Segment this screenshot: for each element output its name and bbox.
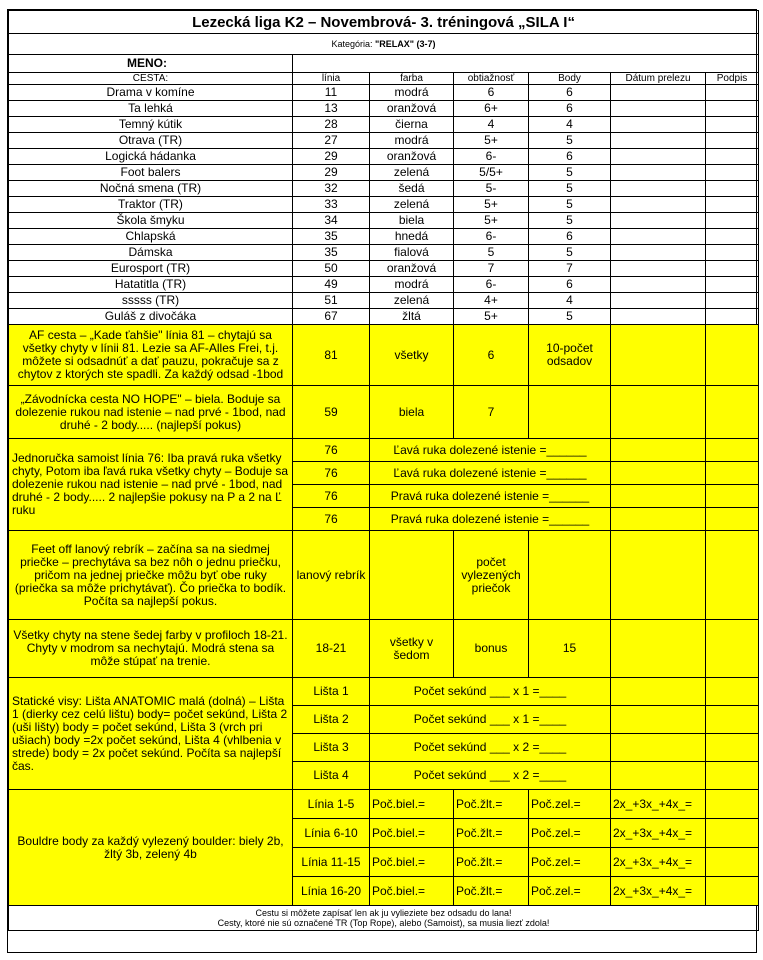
route-row <box>9 293 759 309</box>
route-grade: 6+ <box>454 101 529 117</box>
boulder-white[interactable]: Poč.biel.= <box>370 790 454 819</box>
boulder-white[interactable]: Poč.biel.= <box>370 848 454 877</box>
hope-grade: 7 <box>454 386 529 439</box>
route-row <box>9 277 759 293</box>
af-signature-cell[interactable] <box>706 325 759 386</box>
header-date: Dátum prelezu <box>611 73 706 85</box>
route-row <box>9 213 759 229</box>
route-row <box>9 197 759 213</box>
route-date-cell[interactable] <box>611 309 706 325</box>
header-signature: Podpis <box>706 73 759 85</box>
hope-color: biela <box>370 386 454 439</box>
hope-route-row <box>9 386 759 439</box>
boulder-green[interactable]: Poč.zel.= <box>529 790 611 819</box>
hope-date-cell[interactable] <box>611 386 706 439</box>
static-label: Lišta 2 <box>293 706 370 734</box>
feet-off-color-cell <box>370 531 454 620</box>
route-color: zelená <box>370 197 454 213</box>
route-date-cell[interactable] <box>611 229 706 245</box>
route-points: 7 <box>529 261 611 277</box>
route-color: oranžová <box>370 101 454 117</box>
route-signature-cell[interactable] <box>706 117 759 133</box>
boulder-green[interactable]: Poč.zel.= <box>529 877 611 906</box>
af-line: 81 <box>293 325 370 386</box>
route-name: Drama v komíne <box>9 85 293 101</box>
static-signature-cell[interactable] <box>706 706 759 734</box>
route-name: Nočná smena (TR) <box>9 181 293 197</box>
boulder-sum[interactable]: 2x_+3x_+4x_= <box>611 790 706 819</box>
one-hand-date-cell[interactable] <box>611 508 706 531</box>
boulder-sum[interactable]: 2x_+3x_+4x_= <box>611 877 706 906</box>
route-points: 6 <box>529 149 611 165</box>
grey-line: 18-21 <box>293 620 370 678</box>
static-hang-row <box>9 678 759 706</box>
route-points: 5 <box>529 133 611 149</box>
static-date-cell[interactable] <box>611 678 706 706</box>
one-hand-result[interactable]: Ľavá ruka dolezené istenie =______ <box>370 462 611 485</box>
route-line: 51 <box>293 293 370 309</box>
hope-line: 59 <box>293 386 370 439</box>
route-date-cell[interactable] <box>611 277 706 293</box>
static-date-cell[interactable] <box>611 734 706 762</box>
one-hand-signature-cell[interactable] <box>706 439 759 462</box>
route-line: 28 <box>293 117 370 133</box>
route-line: 27 <box>293 133 370 149</box>
feet-off-points-cell[interactable] <box>529 531 611 620</box>
boulder-white[interactable]: Poč.biel.= <box>370 877 454 906</box>
route-line: 34 <box>293 213 370 229</box>
routes-list <box>9 85 759 325</box>
route-grade: 5 <box>454 245 529 261</box>
route-grade: 5- <box>454 181 529 197</box>
route-points: 5 <box>529 197 611 213</box>
one-hand-result[interactable]: Pravá ruka dolezené istenie =______ <box>370 485 611 508</box>
route-date-cell[interactable] <box>611 245 706 261</box>
route-points: 6 <box>529 85 611 101</box>
boulder-sum[interactable]: 2x_+3x_+4x_= <box>611 819 706 848</box>
route-signature-cell[interactable] <box>706 293 759 309</box>
feet-off-date-cell[interactable] <box>611 531 706 620</box>
route-color: zelená <box>370 293 454 309</box>
route-line: 35 <box>293 229 370 245</box>
boulder-label: Línia 1-5 <box>293 790 370 819</box>
route-row <box>9 85 759 101</box>
route-points: 6 <box>529 229 611 245</box>
route-name: Hatatitla (TR) <box>9 277 293 293</box>
boulder-label: Línia 11-15 <box>293 848 370 877</box>
route-color: modrá <box>370 133 454 149</box>
feet-off-description: Feet off lanový rebrík – začína sa na siedmej priečke – prechytáva sa bez nôh o jednu priečku, pričom na jednej priečke môžu byť obe ruky (priečka sa môže prichytávať). Čo priečka to bodík. Počíta sa najlepší pokus. <box>9 531 293 620</box>
route-row <box>9 229 759 245</box>
route-name: sssss (TR) <box>9 293 293 309</box>
static-result[interactable]: Počet sekúnd ___ x 1 =____ <box>370 678 611 706</box>
route-row <box>9 309 759 325</box>
af-description: AF cesta – „Kade ťahšie" línia 81 – chytajú sa všetky chyty v línii 81. Lezie sa AF-Alles Frei, t.j. môžete si odsadnúť a dať pauzu, pokračuje sa z chytov z ktorých ste spadli. Za každý odsad -1bod <box>9 325 293 386</box>
grey-signature-cell[interactable] <box>706 620 759 678</box>
static-signature-cell[interactable] <box>706 762 759 790</box>
route-color: fialová <box>370 245 454 261</box>
route-row <box>9 261 759 277</box>
route-signature-cell[interactable] <box>706 165 759 181</box>
route-points: 5 <box>529 181 611 197</box>
static-label: Lišta 1 <box>293 678 370 706</box>
feet-off-signature-cell[interactable] <box>706 531 759 620</box>
route-color: šedá <box>370 181 454 197</box>
route-name: Chlapská <box>9 229 293 245</box>
af-route-row <box>9 325 759 386</box>
category-line <box>9 34 759 55</box>
route-line: 29 <box>293 149 370 165</box>
route-color: biela <box>370 213 454 229</box>
page-title: Lezecká liga K2 – Novembrová- 3. tréningová „SILA I“ <box>9 11 759 34</box>
one-hand-signature-cell[interactable] <box>706 485 759 508</box>
route-line: 35 <box>293 245 370 261</box>
route-row <box>9 133 759 149</box>
route-row <box>9 117 759 133</box>
route-name: Temný kútik <box>9 117 293 133</box>
route-color: oranžová <box>370 149 454 165</box>
route-grade: 5+ <box>454 133 529 149</box>
boulder-signature-cell[interactable] <box>706 790 759 819</box>
route-grade: 7 <box>454 261 529 277</box>
route-grade: 5+ <box>454 309 529 325</box>
boulder-label: Línia 6-10 <box>293 819 370 848</box>
boulder-yellow[interactable]: Poč.žlt.= <box>454 848 529 877</box>
feet-off-line: lanový rebrík <box>293 531 370 620</box>
route-line: 11 <box>293 85 370 101</box>
hope-points-cell[interactable] <box>529 386 611 439</box>
route-points: 4 <box>529 117 611 133</box>
route-date-cell[interactable] <box>611 101 706 117</box>
route-points: 5 <box>529 309 611 325</box>
scoresheet <box>7 9 757 953</box>
grey-color: všetky v šedom <box>370 620 454 678</box>
header-grade: obtiažnosť <box>454 73 529 85</box>
grey-description: Všetky chyty na stene šedej farby v profiloch 18-21. Chyty v modrom sa nechytajú. Modrá stena sa môže stúpať na trenie. <box>9 620 293 678</box>
one-hand-line: 76 <box>293 508 370 531</box>
route-name: Foot balers <box>9 165 293 181</box>
route-grade: 6- <box>454 229 529 245</box>
boulder-sum[interactable]: 2x_+3x_+4x_= <box>611 848 706 877</box>
route-line: 32 <box>293 181 370 197</box>
route-points: 6 <box>529 277 611 293</box>
route-row <box>9 149 759 165</box>
hope-signature-cell[interactable] <box>706 386 759 439</box>
boulder-signature-cell[interactable] <box>706 848 759 877</box>
route-color: oranžová <box>370 261 454 277</box>
footer-line: Cesty, ktoré nie sú označené TR (Top Rope), alebo (Samoist), sa musia liezť zdola! <box>217 918 550 928</box>
route-line: 13 <box>293 101 370 117</box>
hope-description: „Závodnícka cesta NO HOPE" – biela. Boduje sa dolezenie rukou nad istenie – nad prvé - 1bod, nad druhé - 2 body..... (najlepší pokus) <box>9 386 293 439</box>
route-grade: 4+ <box>454 293 529 309</box>
route-grade: 4 <box>454 117 529 133</box>
boulder-description: Bouldre body za každý vylezený boulder: biely 2b, žltý 3b, zelený 4b <box>9 790 293 906</box>
scoresheet-table <box>8 10 759 931</box>
footer-note <box>9 906 759 931</box>
route-name: Guláš z divočáka <box>9 309 293 325</box>
one-hand-result[interactable]: Ľavá ruka dolezené istenie =______ <box>370 439 611 462</box>
route-date-cell[interactable] <box>611 165 706 181</box>
static-description: Statické visy: Lišta ANATOMIC malá (dolná) – Lišta 1 (dierky cez celú lištu) body= počet sekúnd, Lišta 2 (uši lišty) body = počet sekúnd, Lišta 3 (vrch pri ušiach) body =2x počet sekúnd, Lišta 4 (vhlbenia v strede) body = 2x počet sekúnd. Počíta sa najlepší čas. <box>9 678 293 790</box>
one-hand-signature-cell[interactable] <box>706 508 759 531</box>
route-name: Otrava (TR) <box>9 133 293 149</box>
route-name: Dámska <box>9 245 293 261</box>
route-points: 6 <box>529 101 611 117</box>
one-hand-line: 76 <box>293 462 370 485</box>
header-row <box>9 73 759 85</box>
one-hand-result[interactable]: Pravá ruka dolezené istenie =______ <box>370 508 611 531</box>
route-grade: 5+ <box>454 197 529 213</box>
route-signature-cell[interactable] <box>706 261 759 277</box>
grey-points: 15 <box>529 620 611 678</box>
af-date-cell[interactable] <box>611 325 706 386</box>
boulder-signature-cell[interactable] <box>706 819 759 848</box>
route-name: Ta lehká <box>9 101 293 117</box>
boulder-green[interactable]: Poč.zel.= <box>529 848 611 877</box>
route-points: 5 <box>529 165 611 181</box>
route-row <box>9 101 759 117</box>
route-date-cell[interactable] <box>611 117 706 133</box>
one-hand-line: 76 <box>293 439 370 462</box>
static-label: Lišta 4 <box>293 762 370 790</box>
route-name: Logická hádanka <box>9 149 293 165</box>
category-prefix: Kategória: <box>331 38 376 49</box>
route-signature-cell[interactable] <box>706 149 759 165</box>
route-signature-cell[interactable] <box>706 197 759 213</box>
one-hand-description: Jednoručka samoist línia 76: Iba pravá ruka všetky chyty, Potom iba ľavá ruka všetky chyty – Boduje sa dolezenie rukou nad istenie – nad prvé - 1bod, nad druhé - 2 body..... 2 najlepšie pokusy na P a 2 na Ľ ruku <box>9 439 293 531</box>
static-result[interactable]: Počet sekúnd ___ x 2 =____ <box>370 762 611 790</box>
route-color: hnedá <box>370 229 454 245</box>
route-grade: 6 <box>454 85 529 101</box>
one-hand-date-cell[interactable] <box>611 462 706 485</box>
route-row <box>9 245 759 261</box>
boulder-label: Línia 16-20 <box>293 877 370 906</box>
route-color: zelená <box>370 165 454 181</box>
boulder-signature-cell[interactable] <box>706 877 759 906</box>
route-date-cell[interactable] <box>611 261 706 277</box>
route-row <box>9 165 759 181</box>
route-name: Traktor (TR) <box>9 197 293 213</box>
route-color: modrá <box>370 277 454 293</box>
route-signature-cell[interactable] <box>706 277 759 293</box>
static-result[interactable]: Počet sekúnd ___ x 1 =____ <box>370 706 611 734</box>
grey-holds-row <box>9 620 759 678</box>
feet-off-grade: počet vylezených priečok <box>454 531 529 620</box>
route-signature-cell[interactable] <box>706 229 759 245</box>
static-date-cell[interactable] <box>611 706 706 734</box>
one-hand-date-cell[interactable] <box>611 439 706 462</box>
static-date-cell[interactable] <box>611 762 706 790</box>
route-name: Eurosport (TR) <box>9 261 293 277</box>
route-line: 29 <box>293 165 370 181</box>
name-label: MENO: <box>9 55 293 73</box>
static-signature-cell[interactable] <box>706 734 759 762</box>
header-route: CESTA: <box>9 73 293 85</box>
route-date-cell[interactable] <box>611 293 706 309</box>
route-line: 49 <box>293 277 370 293</box>
grey-grade: bonus <box>454 620 529 678</box>
boulder-white[interactable]: Poč.biel.= <box>370 819 454 848</box>
route-grade: 5/5+ <box>454 165 529 181</box>
feet-off-row <box>9 531 759 620</box>
route-signature-cell[interactable] <box>706 245 759 261</box>
af-color: všetky <box>370 325 454 386</box>
route-signature-cell[interactable] <box>706 309 759 325</box>
name-field[interactable] <box>293 55 759 73</box>
boulder-yellow[interactable]: Poč.žlt.= <box>454 877 529 906</box>
boulder-yellow[interactable]: Poč.žlt.= <box>454 819 529 848</box>
category-name: "RELAX" (3-7) <box>375 38 436 49</box>
footer-line: Cestu si môžete zapísať len ak ju vylieziete bez odsadu do lana! <box>255 908 512 918</box>
route-line: 50 <box>293 261 370 277</box>
route-date-cell[interactable] <box>611 85 706 101</box>
route-points: 4 <box>529 293 611 309</box>
route-line: 33 <box>293 197 370 213</box>
one-hand-signature-cell[interactable] <box>706 462 759 485</box>
route-points: 5 <box>529 213 611 229</box>
route-signature-cell[interactable] <box>706 133 759 149</box>
grey-date-cell[interactable] <box>611 620 706 678</box>
route-signature-cell[interactable] <box>706 181 759 197</box>
boulder-yellow[interactable]: Poč.žlt.= <box>454 790 529 819</box>
af-grade: 6 <box>454 325 529 386</box>
route-date-cell[interactable] <box>611 213 706 229</box>
route-line: 67 <box>293 309 370 325</box>
af-points: 10-počet odsadov <box>529 325 611 386</box>
static-signature-cell[interactable] <box>706 678 759 706</box>
route-name: Škola šmyku <box>9 213 293 229</box>
route-color: čierna <box>370 117 454 133</box>
boulder-green[interactable]: Poč.zel.= <box>529 819 611 848</box>
route-grade: 5+ <box>454 213 529 229</box>
route-signature-cell[interactable] <box>706 101 759 117</box>
header-line: línia <box>293 73 370 85</box>
route-date-cell[interactable] <box>611 181 706 197</box>
static-label: Lišta 3 <box>293 734 370 762</box>
route-points: 5 <box>529 245 611 261</box>
route-signature-cell[interactable] <box>706 213 759 229</box>
header-color: farba <box>370 73 454 85</box>
one-hand-row <box>9 439 759 462</box>
route-color: modrá <box>370 85 454 101</box>
route-color: žltá <box>370 309 454 325</box>
route-date-cell[interactable] <box>611 133 706 149</box>
header-points: Body <box>529 73 611 85</box>
boulder-row <box>9 790 759 819</box>
route-date-cell[interactable] <box>611 149 706 165</box>
static-result[interactable]: Počet sekúnd ___ x 2 =____ <box>370 734 611 762</box>
route-grade: 6- <box>454 149 529 165</box>
route-row <box>9 181 759 197</box>
route-date-cell[interactable] <box>611 197 706 213</box>
one-hand-date-cell[interactable] <box>611 485 706 508</box>
route-grade: 6- <box>454 277 529 293</box>
route-signature-cell[interactable] <box>706 85 759 101</box>
one-hand-line: 76 <box>293 485 370 508</box>
